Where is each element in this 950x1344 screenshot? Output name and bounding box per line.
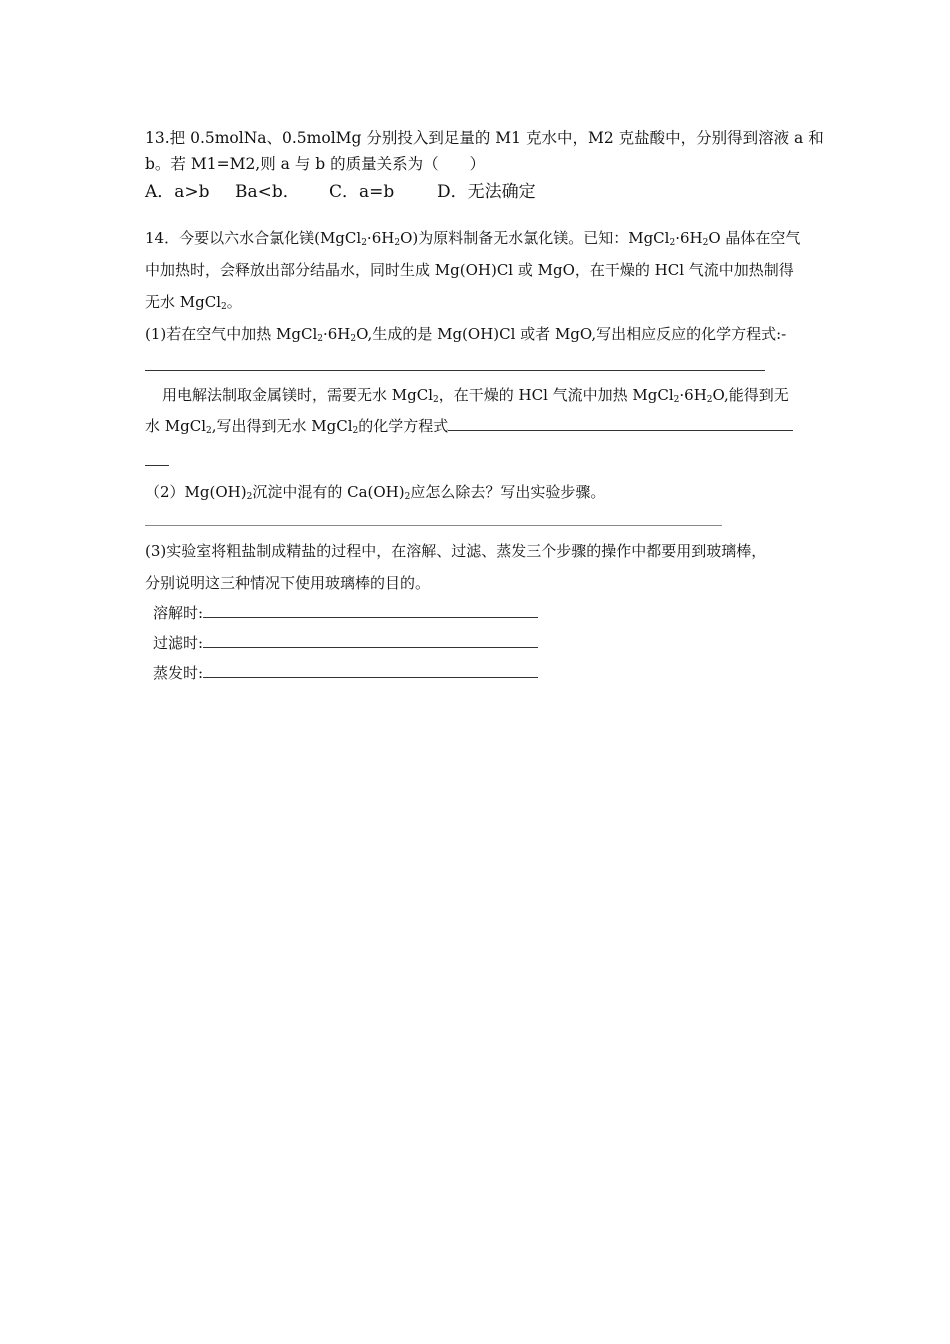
q13-option-d: D．无法确定 [437,182,536,202]
q14-electrolysis-line2: 水 MgCl$_2$,写出得到无水 MgCl$_2$的化学方程式 [145,415,793,436]
answer-filter-row [153,632,538,653]
q13-option-a: A．a>b [145,182,210,202]
q13-line1: 13.把 0.5molNa、0.5molMg 分别投入到足量的 M1 克水中，M2 克盐酸中，分别得到溶液 a 和 [145,129,824,147]
answer-dissolve-blank[interactable] [203,616,538,618]
answer-filter-blank[interactable] [203,646,538,648]
q14-part3-line1: (3)实验室将粗盐制成精盐的过程中，在溶解、过滤、蒸发三个步骤的操作中都要用到玻璃棒， [145,542,767,560]
answer-evaporate-blank[interactable] [203,676,538,678]
answer-filter-label: 过滤时: [153,634,204,652]
part1-answer-line[interactable] [145,370,765,371]
answer-dissolve-row [153,602,538,623]
part2-answer-line[interactable] [145,525,722,526]
q14-electrolysis-line1: 用电解法制取金属镁时，需要无水 MgCl$_2$，在干燥的 HCl 气流中加热 $MgCl_2\cdot 6H_2O$,能得到无 [162,386,789,405]
q13-option-c: C．a=b [329,182,395,202]
electrolysis-answer-blank[interactable] [448,429,793,431]
q14-part3-line2: 分别说明这三种情况下使用玻璃棒的目的。 [145,574,431,592]
q14-intro-line1: 14．今要以六水合氯化镁$(MgCl_2\cdot 6H_2O)$为原料制备无水氯化镁。已知：$MgCl_2\cdot 6H_2O$ 晶体在空气 [145,229,801,248]
answer-evaporate-label: 蒸发时: [153,664,204,682]
q14-part1-question: (1)若在空气中加热 $MgCl_2\cdot 6H_2O$,生成的是 Mg(OH)Cl 或者 MgO,写出相应反应的化学方程式:- [145,325,787,344]
answer-evaporate-row [153,662,538,683]
electrolysis-answer-continuation[interactable] [145,465,169,466]
q14-part2-question: $(2)Mg(OH)_2$沉淀中混有的 $Ca(OH)_2$应怎么除去？写出实验步骤。 [145,483,606,502]
q14-intro-line3: 无水 MgCl$_2$。 [145,293,242,312]
answer-dissolve-label: 溶解时: [153,604,204,622]
q13-option-b: Ba<b． [235,182,300,202]
q14-intro-line2: 中加热时，会释放出部分结晶水，同时生成 Mg(OH)Cl 或 MgO，在干燥的 HCl 气流中加热制得 [145,261,794,279]
q13-options [145,177,536,202]
q13-line2: b。若 M1=M2,则 a 与 b 的质量关系为（ ） [145,155,486,173]
